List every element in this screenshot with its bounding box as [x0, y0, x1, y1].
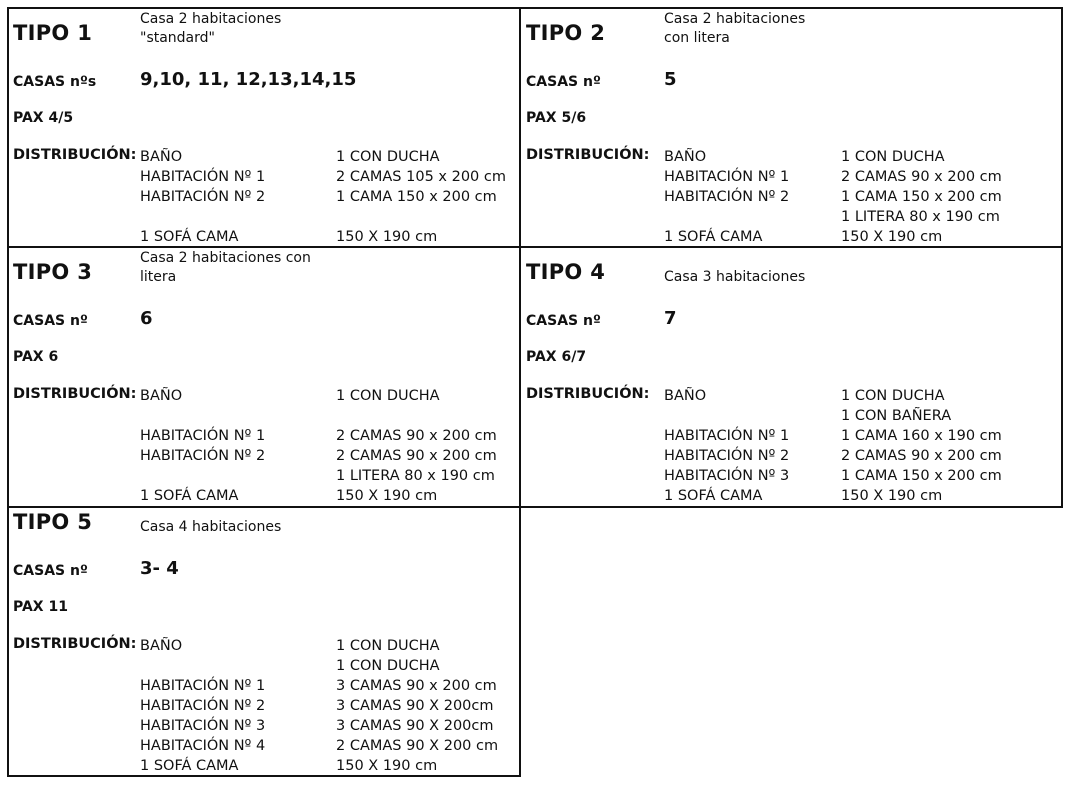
tipo-1-description-line-1: Casa 2 habitaciones	[140, 11, 282, 27]
tipo-5-bed: 1 CON DUCHA	[336, 658, 440, 674]
tipo-4-casas-value: 7	[664, 308, 677, 329]
tipo-4-description-line-1: Casa 3 habitaciones	[664, 269, 806, 285]
tipo-1-room: 1 SOFÁ CAMA	[140, 229, 239, 245]
tipo-3-description-line-2: litera	[140, 269, 177, 285]
tipo-5-beds-column	[336, 636, 498, 776]
tipo-4-bed: 1 CON DUCHA	[841, 388, 945, 404]
tipo-4-casas-label: CASAS nº	[526, 313, 601, 329]
tipo-2-description-line-2: con litera	[664, 30, 730, 46]
tipo-4-pax: PAX 6/7	[526, 349, 587, 365]
tipo-1-room: BAÑO	[140, 149, 183, 165]
tipo-4-beds-column	[841, 386, 1002, 506]
tipo-2-room: BAÑO	[664, 149, 707, 165]
tipo-2-bed: 1 CAMA 150 x 200 cm	[841, 189, 1002, 205]
tipo-4-room: HABITACIÓN Nº 3	[664, 468, 790, 484]
tipo-3-room	[140, 466, 265, 486]
tipo-2-description	[664, 10, 805, 48]
tipo-2-casas-value: 5	[664, 69, 677, 90]
tipo-2-title: TIPO 2	[526, 21, 606, 45]
tipo-5-card	[7, 506, 521, 777]
tipo-5-room: HABITACIÓN Nº 2	[140, 698, 266, 714]
tipo-1-bed: 2 CAMAS 105 x 200 cm	[336, 169, 506, 185]
tipo-2-room	[664, 207, 789, 227]
tipo-3-description	[140, 249, 311, 287]
tipo-4-card	[519, 246, 1063, 508]
tipo-2-card	[519, 7, 1063, 248]
tipo-4-bed: 1 CON BAÑERA	[841, 408, 952, 424]
tipo-1-bed: 150 X 190 cm	[336, 229, 438, 245]
tipo-4-title: TIPO 4	[526, 260, 606, 284]
tipo-1-beds-column	[336, 147, 506, 247]
tipo-2-description-line-1: Casa 2 habitaciones	[664, 11, 806, 27]
tipo-1-distribucion-label: DISTRIBUCIÓN:	[13, 147, 137, 163]
tipo-4-room: HABITACIÓN Nº 2	[664, 448, 790, 464]
tipo-5-rooms-column	[140, 636, 265, 776]
tipo-4-bed: 1 CAMA 160 x 190 cm	[841, 428, 1002, 444]
tipo-2-casas-label: CASAS nº	[526, 74, 601, 90]
tipo-2-bed: 1 LITERA 80 x 190 cm	[841, 209, 1000, 225]
tipo-4-bed: 1 CAMA 150 x 200 cm	[841, 468, 1002, 484]
tipo-2-beds-column	[841, 147, 1002, 247]
tipo-3-distribucion-label: DISTRIBUCIÓN:	[13, 386, 137, 402]
tipo-3-room: BAÑO	[140, 388, 183, 404]
tipo-4-bed: 150 X 190 cm	[841, 488, 943, 504]
tipo-4-bed: 2 CAMAS 90 x 200 cm	[841, 448, 1002, 464]
tipo-5-bed: 3 CAMAS 90 x 200 cm	[336, 678, 497, 694]
tipo-5-distribucion-label: DISTRIBUCIÓN:	[13, 636, 137, 652]
tipo-3-bed	[336, 406, 497, 426]
tipo-2-distribucion-label: DISTRIBUCIÓN:	[526, 147, 650, 163]
tipo-1-casas-label: CASAS nºs	[13, 74, 97, 90]
tipo-4-room	[664, 406, 789, 426]
tipo-1-rooms-column	[140, 147, 265, 247]
tipo-2-pax: PAX 5/6	[526, 110, 587, 126]
tipo-4-distribucion-label: DISTRIBUCIÓN:	[526, 386, 650, 402]
tipo-3-room: HABITACIÓN Nº 2	[140, 448, 266, 464]
tipo-1-room: HABITACIÓN Nº 1	[140, 169, 266, 185]
tipo-5-title: TIPO 5	[13, 510, 93, 534]
tipo-5-description-line-1: Casa 4 habitaciones	[140, 519, 282, 535]
tipo-2-bed: 1 CON DUCHA	[841, 149, 945, 165]
tipo-3-bed: 1 CON DUCHA	[336, 388, 440, 404]
tipo-1-room	[140, 207, 265, 227]
tipo-1-title: TIPO 1	[13, 21, 93, 45]
tipo-5-bed: 2 CAMAS 90 X 200 cm	[336, 738, 499, 754]
tipo-5-room	[140, 656, 265, 676]
tipo-5-room: HABITACIÓN Nº 3	[140, 718, 266, 734]
tipo-4-room: 1 SOFÁ CAMA	[664, 488, 763, 504]
tipo-1-pax: PAX 4/5	[13, 110, 74, 126]
tipo-4-room: BAÑO	[664, 388, 707, 404]
tipo-3-description-line-1: Casa 2 habitaciones con	[140, 250, 311, 266]
tipo-1-card	[7, 7, 521, 248]
tipo-3-bed: 150 X 190 cm	[336, 488, 438, 504]
tipo-1-bed	[336, 207, 506, 227]
tipo-3-casas-label: CASAS nº	[13, 313, 88, 329]
tipo-5-description	[140, 518, 281, 537]
tipo-3-title: TIPO 3	[13, 260, 93, 284]
tipo-2-bed: 150 X 190 cm	[841, 229, 943, 245]
tipo-3-card	[7, 246, 521, 508]
tipo-3-room: HABITACIÓN Nº 1	[140, 428, 266, 444]
tipo-3-beds-column	[336, 386, 497, 506]
tipo-5-bed: 150 X 190 cm	[336, 758, 438, 774]
tipo-5-bed: 3 CAMAS 90 X 200cm	[336, 718, 494, 734]
tipo-5-room: 1 SOFÁ CAMA	[140, 758, 239, 774]
tipo-5-bed: 3 CAMAS 90 X 200cm	[336, 698, 494, 714]
tipo-3-casas-value: 6	[140, 308, 153, 329]
tipo-5-bed: 1 CON DUCHA	[336, 638, 440, 654]
tipo-1-room: HABITACIÓN Nº 2	[140, 189, 266, 205]
tipo-3-bed: 1 LITERA 80 x 190 cm	[336, 468, 495, 484]
tipo-2-room: HABITACIÓN Nº 2	[664, 189, 790, 205]
tipo-3-room: 1 SOFÁ CAMA	[140, 488, 239, 504]
tipo-5-pax: PAX 11	[13, 599, 68, 615]
tipo-2-rooms-column	[664, 147, 789, 247]
tipo-4-room: HABITACIÓN Nº 1	[664, 428, 790, 444]
tipo-1-casas-value: 9,10, 11, 12,13,14,15	[140, 69, 357, 90]
tipo-2-room: HABITACIÓN Nº 1	[664, 169, 790, 185]
tipo-4-rooms-column	[664, 386, 789, 506]
tipo-1-bed: 1 CAMA 150 x 200 cm	[336, 189, 497, 205]
tipo-3-bed: 2 CAMAS 90 x 200 cm	[336, 448, 497, 464]
tipo-3-bed: 2 CAMAS 90 x 200 cm	[336, 428, 497, 444]
tipo-4-description	[664, 268, 805, 287]
tipo-2-bed: 2 CAMAS 90 x 200 cm	[841, 169, 1002, 185]
tipo-1-description	[140, 10, 281, 48]
tipo-5-room: HABITACIÓN Nº 1	[140, 678, 266, 694]
tipo-5-room: HABITACIÓN Nº 4	[140, 738, 266, 754]
tipo-3-rooms-column	[140, 386, 265, 506]
tipo-5-casas-value: 3- 4	[140, 558, 179, 579]
tipo-1-description-line-2: "standard"	[140, 30, 215, 46]
tipo-1-bed: 1 CON DUCHA	[336, 149, 440, 165]
tipo-2-room: 1 SOFÁ CAMA	[664, 229, 763, 245]
tipo-3-room	[140, 406, 265, 426]
tipo-5-casas-label: CASAS nº	[13, 563, 88, 579]
tipo-5-room: BAÑO	[140, 638, 183, 654]
tipo-3-pax: PAX 6	[13, 349, 59, 365]
